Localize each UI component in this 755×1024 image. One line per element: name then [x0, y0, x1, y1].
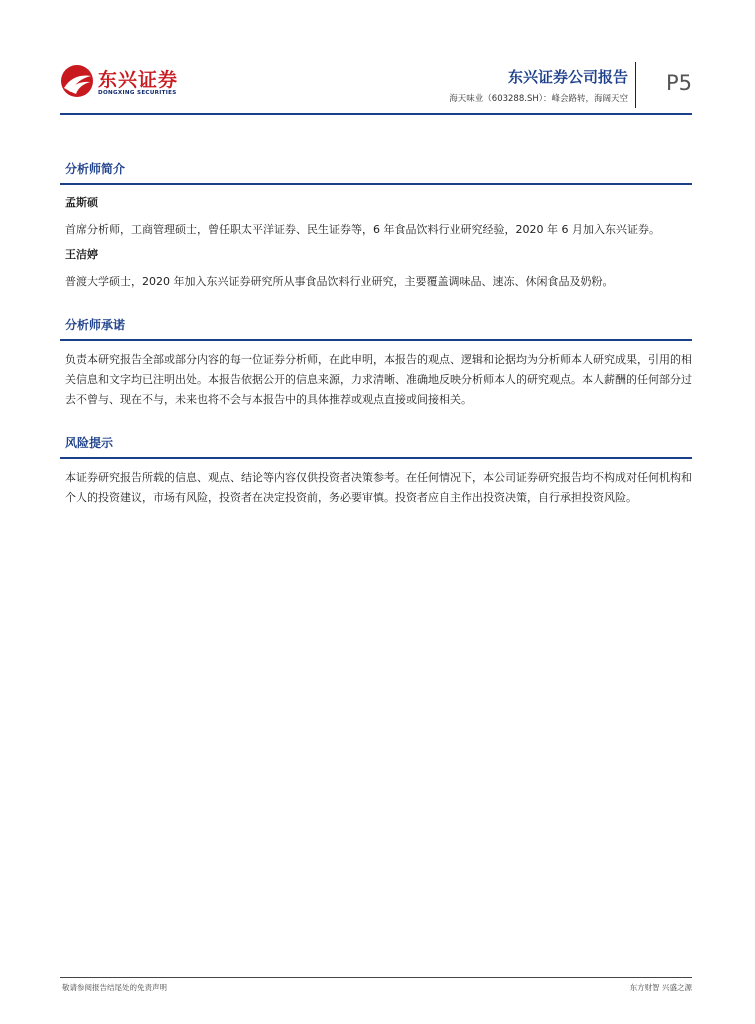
- footer-slogan: 东方财智 兴盛之源: [629, 983, 692, 992]
- report-title: 东兴证券公司报告: [507, 68, 628, 86]
- risk-section: [60, 428, 692, 508]
- analyst-bio: 普渡大学硕士，2020 年加入东兴证券研究所从事食品饮料行业研究，主要覆盖调味品、速冻、休闲食品及奶粉。: [65, 275, 614, 288]
- footer-disclaimer-note: 敬请参阅报告结尾处的免责声明: [62, 983, 167, 992]
- page-header: [60, 58, 692, 116]
- commitment-section: [60, 310, 692, 410]
- analysts-section: [60, 154, 692, 292]
- analyst-name: 王洁婷: [65, 248, 98, 261]
- analyst-bio: 首席分析师，工商管理硕士，曾任职太平洋证券、民生证券等，6 年食品饮料行业研究经验，2020 年 6 月加入东兴证券。: [65, 223, 660, 236]
- analyst-name: 孟斯硕: [65, 196, 98, 209]
- header-divider: [635, 62, 636, 108]
- footer-rule: [60, 977, 692, 978]
- section-heading-commitment: 分析师承诺: [60, 310, 692, 341]
- risk-text: 本证券研究报告所载的信息、观点、结论等内容仅供投资者决策参考。在任何情况下，本公司证券研究报告均不构成对任何机构和个人的投资建议，市场有风险，投资者在决定投资前，务必要审慎。投资者应自主作出投资决策，自行承担投资风险。: [65, 471, 692, 504]
- commitment-text: 负责本研究报告全部或部分内容的每一位证券分析师，在此申明，本报告的观点、逻辑和论据均为分析师本人研究成果，引用的相关信息和文字均已注明出处。本报告依据公开的信息来源，力求清晰、准确地反映分析师本人的研究观点。本人薪酬的任何部分过去不曾与、现在不与，未来也将不会与本报告中的具体推荐或观点直接或间接相关。: [65, 353, 692, 406]
- page-number: P5: [665, 71, 692, 95]
- logo-english-name: DONGXING SECURITIES: [98, 90, 177, 96]
- company-logo: [60, 64, 220, 106]
- report-subtitle: 海天味业（603288.SH）：峰会路转，海阔天空: [449, 94, 628, 104]
- report-body: [60, 154, 692, 526]
- logo-chinese-name: 东兴证券: [98, 69, 179, 91]
- header-rule: [60, 113, 692, 115]
- section-heading-risk: 风险提示: [60, 428, 692, 459]
- section-heading-analysts: 分析师简介: [60, 154, 692, 185]
- logo-mark-icon: [60, 64, 94, 98]
